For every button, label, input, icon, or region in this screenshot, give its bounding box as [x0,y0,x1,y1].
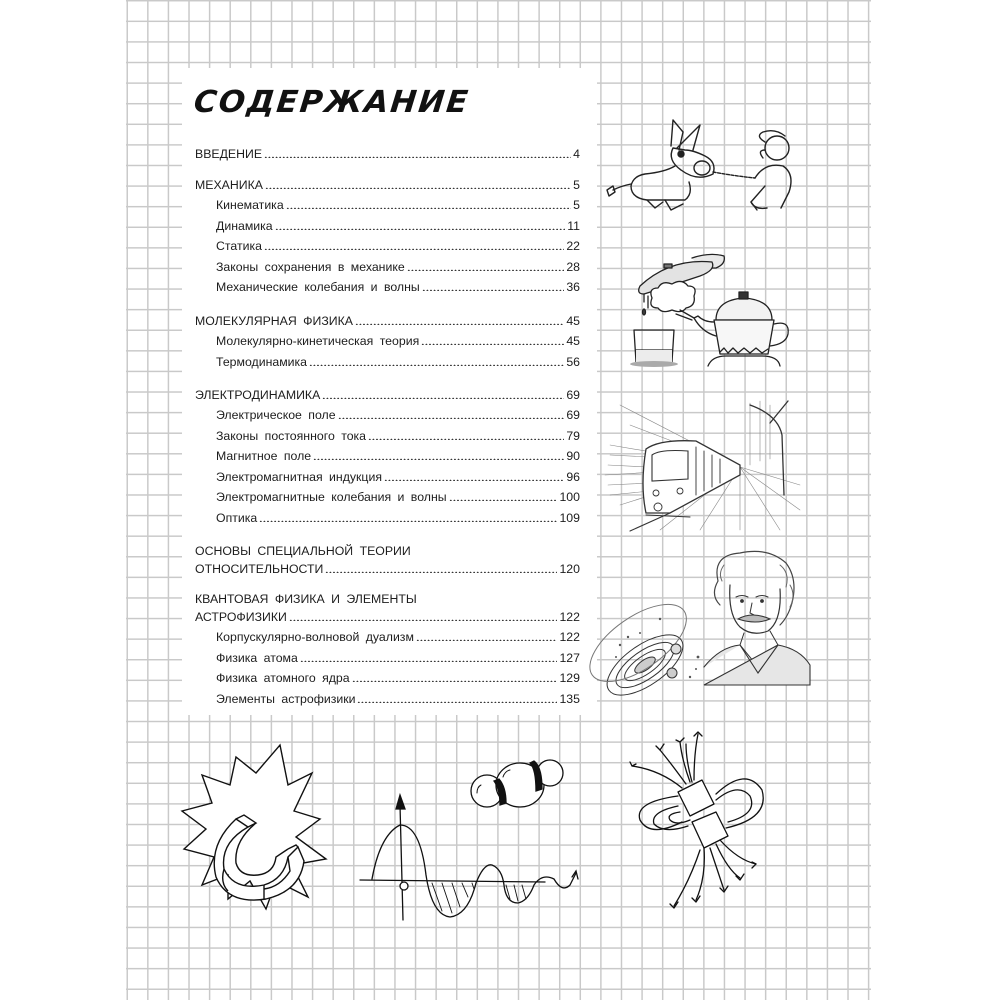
toc-subentry[interactable] [216,258,580,276]
toc-entry-page: 69 [566,408,580,422]
toc-entry-page: 11 [567,219,580,233]
toc-subentry[interactable] [216,669,580,687]
dot-leader [384,471,564,481]
dot-leader [264,240,564,250]
toc-entry-page: 69 [566,388,580,402]
toc-entry-label: МОЛЕКУЛЯРНАЯ ФИЗИКА [195,314,353,328]
toc-entry[interactable] [195,608,580,626]
toc-entry-page: 135 [559,692,580,706]
einstein-portrait-galaxy-illustration [600,545,810,710]
toc-entry-label: Электромагнитные колебания и волны [216,490,447,504]
metro-train-illustration [600,395,805,535]
toc-entry-label: ОТНОСИТЕЛЬНОСТИ [195,562,324,576]
toc-entry-label: Электрическое поле [216,408,336,422]
dot-leader [259,512,557,522]
dot-leader [264,148,571,158]
toc-subentry[interactable] [216,278,580,296]
toc-subentry[interactable] [216,649,580,667]
toc-entry-label: Молекулярно-кинетическая теория [216,334,420,348]
dot-leader [355,315,564,325]
toc-entry-page: 5 [573,198,580,212]
toc-entry-page: 127 [559,651,580,665]
toc-entry-label-line1: КВАНТОВАЯ ФИЗИКА И ЭЛЕМЕНТЫ [195,592,417,606]
toc-entry-page: 28 [566,260,580,274]
page-title: СОДЕРЖАНИЕ [192,84,472,120]
dot-leader [352,672,558,682]
toc-subentry[interactable] [216,690,580,708]
dot-leader [421,335,564,345]
toc-subentry[interactable] [216,447,580,465]
dot-leader [422,281,565,291]
toc-entry-label-line1: ОСНОВЫ СПЕЦИАЛЬНОЙ ТЕОРИИ [195,544,411,558]
donkey-and-man-tug-illustration [605,110,805,215]
toc-subentry[interactable] [216,427,580,445]
toc-entry-label: Физика атомного ядра [216,671,350,685]
toc-entry-label: Элементы астрофизики [216,692,356,706]
dot-leader [338,409,565,419]
toc-entry-page: 96 [566,470,580,484]
toc-entry-label: Кинематика [216,198,284,212]
dot-leader [309,356,564,366]
toc-subentry[interactable] [216,196,580,214]
dot-leader [313,450,564,460]
toc-entry-page: 5 [573,178,580,192]
toc-subentry[interactable] [216,628,580,646]
toc-entry[interactable] [195,176,580,194]
dot-leader [449,491,558,501]
magnetic-field-lines-sketch [620,730,780,920]
toc-subentry[interactable] [216,332,580,350]
toc-subentry[interactable] [216,217,580,235]
toc-entry[interactable] [195,560,580,578]
toc-entry[interactable] [195,145,580,163]
dot-leader [357,693,557,703]
dot-leader [368,430,564,440]
boiling-kettle-condensation-illustration [600,252,800,372]
toc-entry-label: Оптика [216,511,258,525]
dot-leader [322,389,564,399]
toc-entry-label: АСТРОФИЗИКИ [195,610,287,624]
dot-leader [275,220,566,230]
toc-entry-label: Корпускулярно-волновой дуализм [216,630,414,644]
toc-subentry[interactable] [216,488,580,506]
toc-entry-page: 4 [573,147,580,161]
toc-entry-label: Динамика [216,219,273,233]
toc-entry-page: 36 [566,280,580,294]
toc-subentry[interactable] [216,509,580,527]
toc-entry-label: Законы постоянного тока [216,429,367,443]
toc-entry-page: 22 [566,239,580,253]
toc-entry-page: 120 [559,562,580,576]
toc-entry-label: Магнитное поле [216,449,312,463]
toc-entry-page: 45 [566,314,580,328]
toc-subentry[interactable] [216,237,580,255]
toc-entry-page: 56 [566,355,580,369]
toc-subentry[interactable] [216,353,580,371]
dot-leader [325,563,557,573]
toc-entry[interactable] [195,386,580,404]
toc-entry-label: Механические колебания и волны [216,280,420,294]
toc-entry-label: Законы сохранения в механике [216,260,405,274]
toc-entry-label: Физика атома [216,651,298,665]
toc-entry-label: Электромагнитная индукция [216,470,382,484]
toc-entry-page: 79 [566,429,580,443]
table-of-contents-panel [182,68,597,715]
dot-leader [407,261,565,271]
toc-entry-page: 109 [559,511,580,525]
toc-subentry[interactable] [216,468,580,486]
horseshoe-magnet-starburst-sketch [180,745,330,915]
wave-graph-and-molecule-sketch [360,745,590,920]
dot-leader [289,611,558,621]
toc-subentry[interactable] [216,406,580,424]
toc-entry-label: МЕХАНИКА [195,178,263,192]
toc-entry-page: 100 [559,490,580,504]
toc-entry-label: Статика [216,239,262,253]
toc-entry-page: 122 [559,610,580,624]
toc-entry-page: 90 [566,449,580,463]
dot-leader [286,199,571,209]
toc-entry[interactable] [195,312,580,330]
toc-entry-label: ВВЕДЕНИЕ [195,147,263,161]
toc-entry-label: ЭЛЕКТРОДИНАМИКА [195,388,321,402]
dot-leader [416,631,558,641]
toc-entry-page: 122 [559,630,580,644]
toc-entry-label: Термодинамика [216,355,308,369]
dot-leader [265,179,571,189]
toc-entry-page: 129 [559,671,580,685]
dot-leader [300,652,558,662]
toc-entry-page: 45 [566,334,580,348]
